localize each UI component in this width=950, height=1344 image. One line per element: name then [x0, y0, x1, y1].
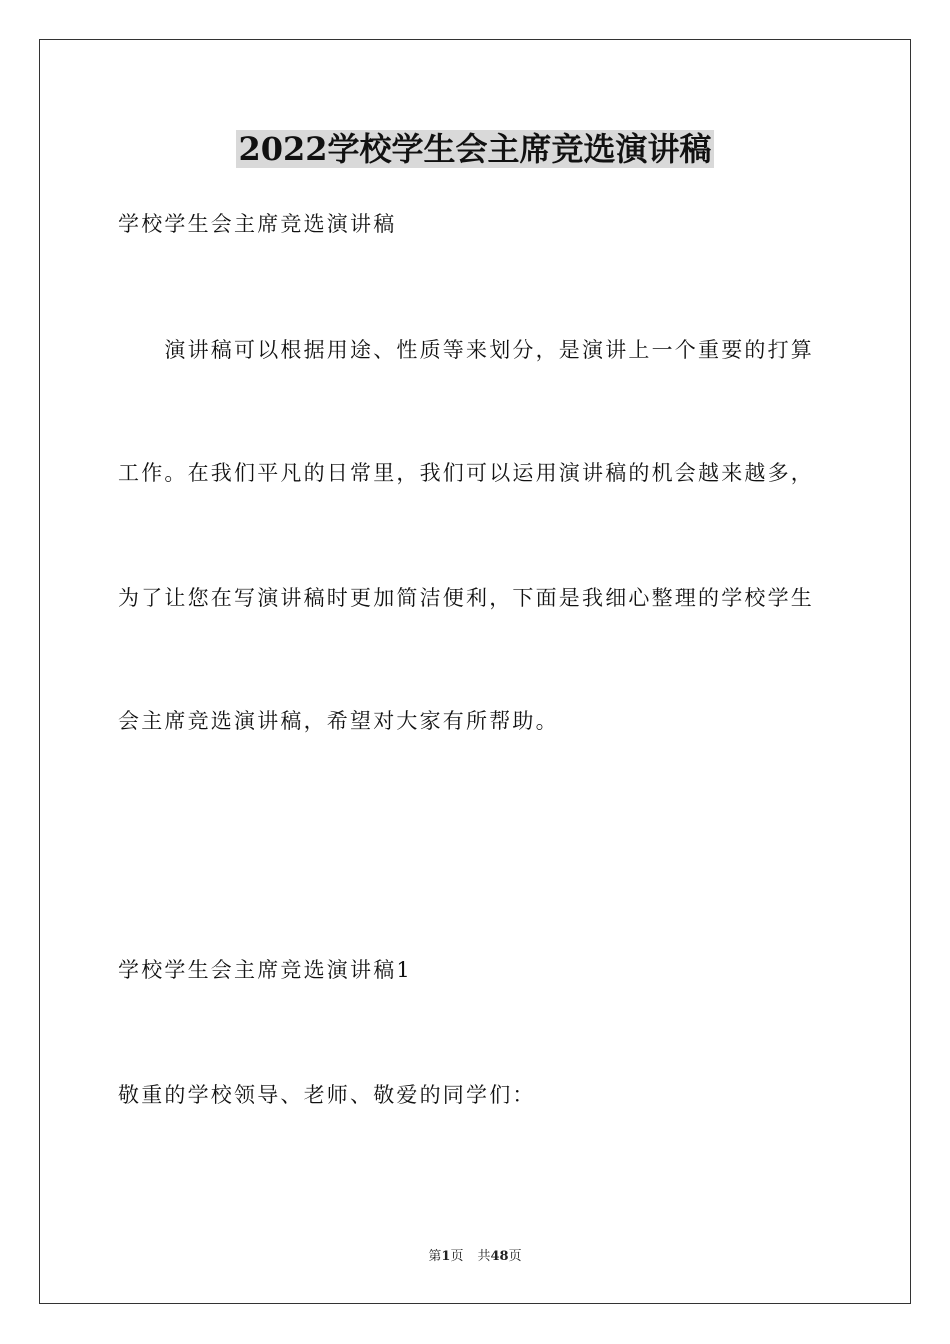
document-subtitle: 学校学生会主席竞选演讲稿 [118, 212, 397, 236]
page-footer [0, 1248, 950, 1266]
footer-page-number: 1 [441, 1249, 451, 1264]
document-title [0, 127, 950, 171]
footer-page-suffix: 页 [450, 1249, 464, 1264]
paragraph-line-2: 工作。在我们平凡的日常里，我们可以运用演讲稿的机会越来越多， [118, 461, 814, 485]
footer-total-prefix: 共 [477, 1249, 491, 1264]
footer-total-pages: 48 [490, 1249, 509, 1264]
footer-page-prefix: 第 [428, 1249, 442, 1264]
section-heading: 学校学生会主席竞选演讲稿1 [118, 958, 412, 982]
paragraph-line-1: 演讲稿可以根据用途、性质等来划分，是演讲上一个重要的打算 [118, 338, 814, 362]
paragraph-line-4: 会主席竞选演讲稿，希望对大家有所帮助。 [118, 709, 559, 733]
paragraph-line-3: 为了让您在写演讲稿时更加简洁便利，下面是我细心整理的学校学生 [118, 586, 814, 610]
footer-total-suffix: 页 [508, 1249, 522, 1264]
salutation: 敬重的学校领导、老师、敬爱的同学们： [118, 1083, 536, 1107]
document-title-text: 2022学校学生会主席竞选演讲稿 [238, 130, 712, 168]
